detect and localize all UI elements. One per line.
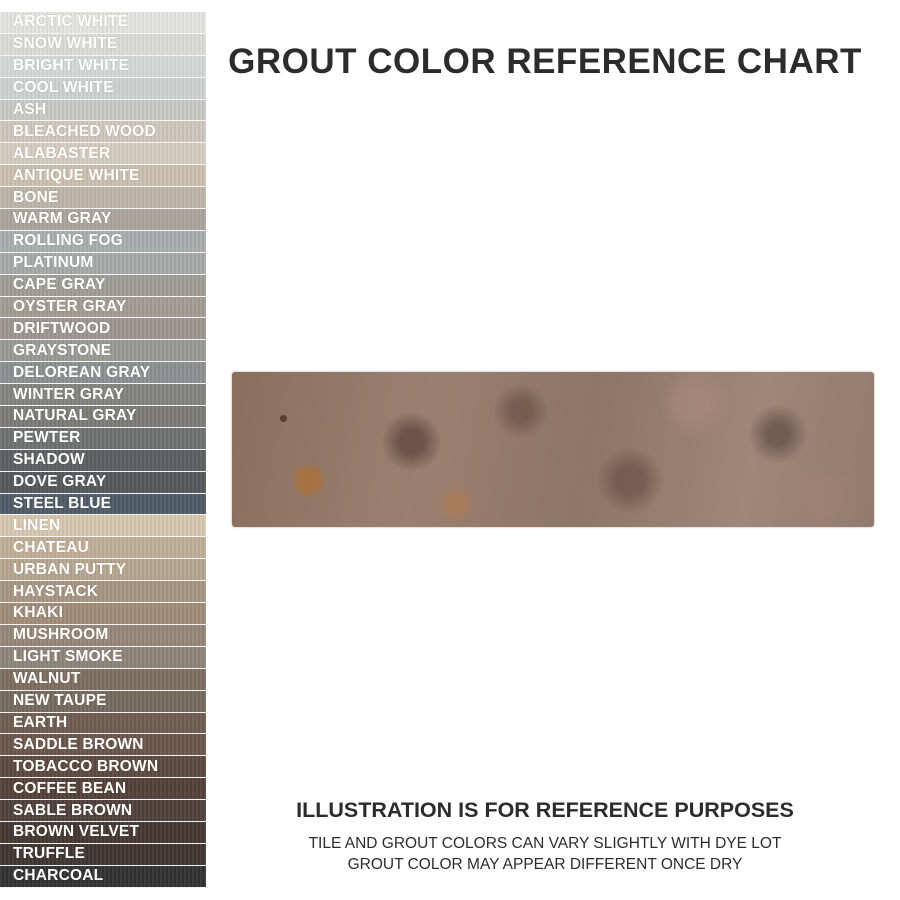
grout-swatch-steel-blue: STEEL BLUE <box>0 494 206 516</box>
grout-swatch-khaki: KHAKI <box>0 603 206 625</box>
disclaimer-heading: ILLUSTRATION IS FOR REFERENCE PURPOSES <box>296 798 794 822</box>
grout-swatch-light-smoke: LIGHT SMOKE <box>0 647 206 669</box>
grout-swatch-linen: LINEN <box>0 515 206 537</box>
grout-swatch-earth: EARTH <box>0 713 206 735</box>
grout-swatch-natural-gray: NATURAL GRAY <box>0 406 206 428</box>
grout-swatch-oyster-gray: OYSTER GRAY <box>0 297 206 319</box>
grout-swatch-driftwood: DRIFTWOOD <box>0 318 206 340</box>
grout-swatch-brown-velvet: BROWN VELVET <box>0 822 206 844</box>
grout-swatch-dove-gray: DOVE GRAY <box>0 472 206 494</box>
grout-swatch-winter-gray: WINTER GRAY <box>0 384 206 406</box>
grout-swatch-truffle: TRUFFLE <box>0 844 206 866</box>
grout-swatch-alabaster: ALABASTER <box>0 143 206 165</box>
grout-swatch-shadow: SHADOW <box>0 450 206 472</box>
disclaimer-note-dye-lot: TILE AND GROUT COLORS CAN VARY SLIGHTLY WITH DYE LOT <box>308 835 782 852</box>
disclaimer-note-dry: GROUT COLOR MAY APPEAR DIFFERENT ONCE DRY <box>347 856 743 873</box>
grout-swatch-mushroom: MUSHROOM <box>0 625 206 647</box>
grout-swatch-saddle-brown: SADDLE BROWN <box>0 734 206 756</box>
grout-swatch-charcoal: CHARCOAL <box>0 866 206 888</box>
grout-swatch-warm-gray: WARM GRAY <box>0 209 206 231</box>
grout-swatch-sable-brown: SABLE BROWN <box>0 800 206 822</box>
grout-swatch-urban-putty: URBAN PUTTY <box>0 559 206 581</box>
disclaimer <box>220 798 870 875</box>
grout-swatch-delorean-gray: DELOREAN GRAY <box>0 362 206 384</box>
grout-swatch-tobacco-brown: TOBACCO BROWN <box>0 756 206 778</box>
grout-swatch-walnut: WALNUT <box>0 669 206 691</box>
grout-swatch-list <box>0 12 206 888</box>
grout-swatch-chateau: CHATEAU <box>0 537 206 559</box>
tile-sample-image <box>232 372 874 527</box>
grout-swatch-ash: ASH <box>0 100 206 122</box>
grout-swatch-bright-white: BRIGHT WHITE <box>0 56 206 78</box>
grout-swatch-new-taupe: NEW TAUPE <box>0 691 206 713</box>
grout-swatch-pewter: PEWTER <box>0 428 206 450</box>
grout-swatch-cool-white: COOL WHITE <box>0 78 206 100</box>
grout-swatch-bone: BONE <box>0 187 206 209</box>
grout-swatch-bleached-wood: BLEACHED WOOD <box>0 121 206 143</box>
grout-swatch-coffee-bean: COFFEE BEAN <box>0 778 206 800</box>
page-title: GROUT COLOR REFERENCE CHART <box>228 42 862 81</box>
grout-swatch-platinum: PLATINUM <box>0 253 206 275</box>
grout-swatch-cape-gray: CAPE GRAY <box>0 275 206 297</box>
grout-swatch-antique-white: ANTIQUE WHITE <box>0 165 206 187</box>
grout-swatch-haystack: HAYSTACK <box>0 581 206 603</box>
grout-swatch-rolling-fog: ROLLING FOG <box>0 231 206 253</box>
grout-swatch-snow-white: SNOW WHITE <box>0 34 206 56</box>
grout-swatch-graystone: GRAYSTONE <box>0 340 206 362</box>
grout-swatch-arctic-white: ARCTIC WHITE <box>0 12 206 34</box>
